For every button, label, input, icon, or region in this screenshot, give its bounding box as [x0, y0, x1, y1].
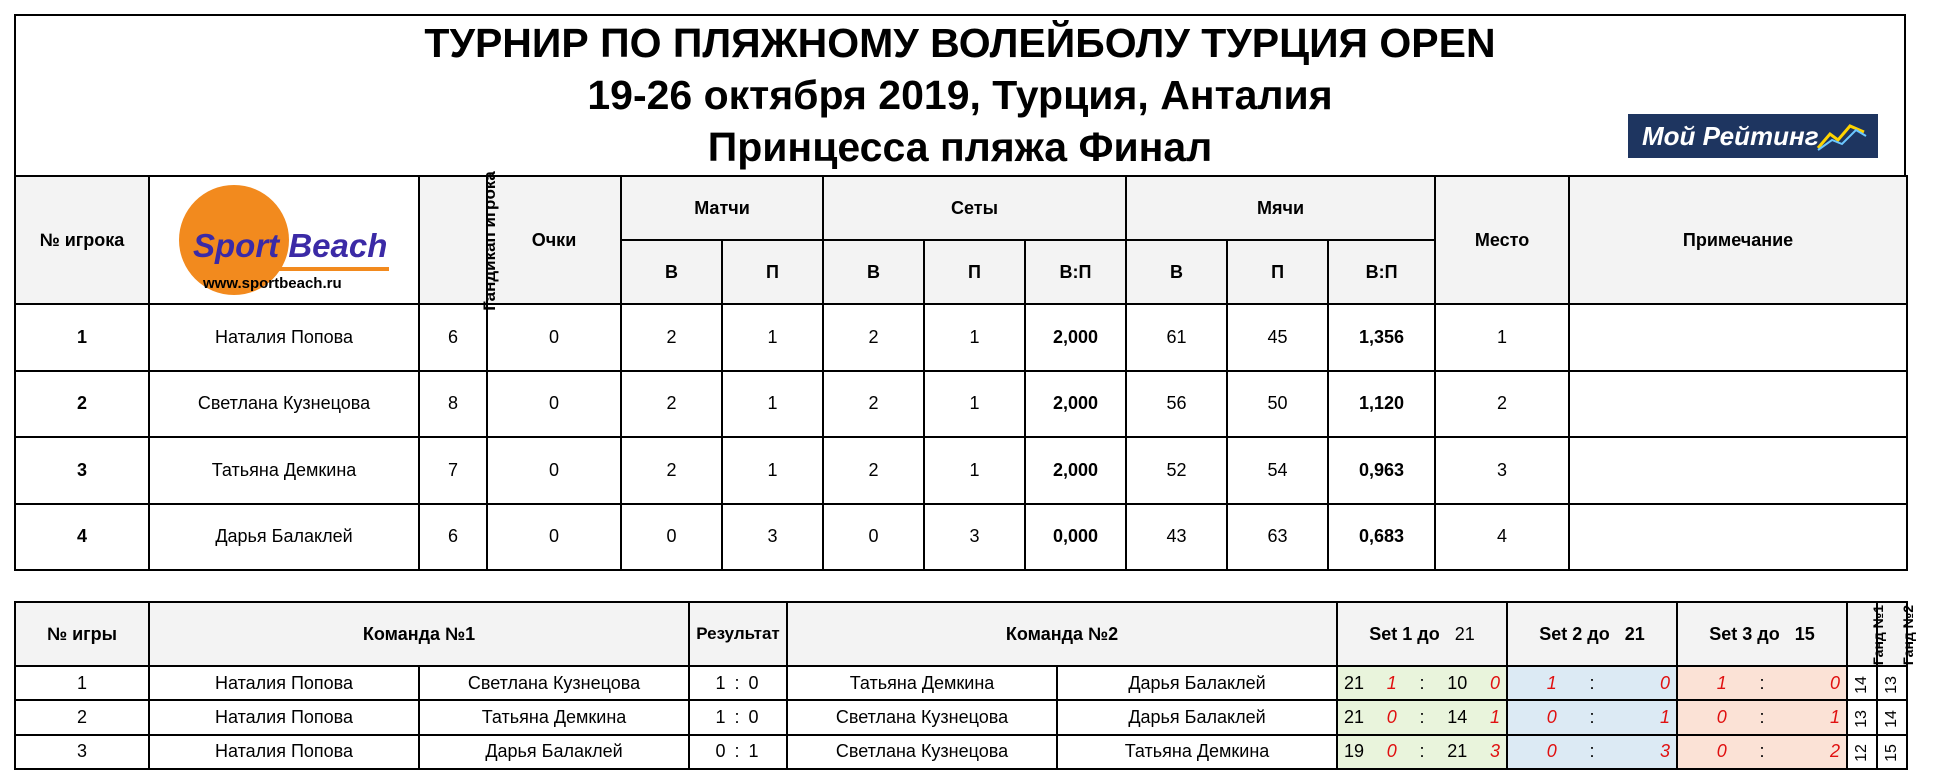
set1-team2-handicap: 3 — [1489, 741, 1500, 762]
hand1-label: Ганд №1 — [1870, 604, 1887, 665]
player-place: 2 — [1435, 371, 1569, 438]
player-no: 2 — [15, 371, 149, 438]
points-header: Очки — [487, 176, 621, 304]
standings-row — [15, 371, 1907, 438]
set3-team1-handicap: 0 — [1716, 741, 1727, 762]
team1-header: Команда №1 — [149, 602, 689, 666]
team1-player-a: Наталия Попова — [149, 735, 419, 769]
game-no: 3 — [15, 735, 149, 769]
team2-handicap — [1877, 735, 1907, 769]
balls-won: 61 — [1126, 304, 1227, 371]
sets-lost-header: П — [924, 240, 1025, 304]
tournament-header — [14, 14, 1906, 175]
matches-lost: 1 — [722, 371, 823, 438]
player-handicap: 7 — [419, 437, 487, 504]
balls-won-header: В — [1126, 240, 1227, 304]
rating-logo — [1628, 114, 1878, 158]
team1-player-a: Наталия Попова — [149, 700, 419, 734]
set1-team1-score: 19 — [1344, 741, 1365, 762]
match-result: 1 : 0 — [689, 666, 787, 700]
set1-score: 21 1 : 10 0 — [1337, 666, 1507, 700]
result-team1: 0 — [715, 741, 728, 762]
tournament-stage: Принцесса пляжа Финал — [707, 124, 1213, 170]
result-team1: 1 — [715, 672, 728, 693]
sets-ratio: 0,000 — [1025, 504, 1126, 571]
balls-ratio-header: В:П — [1328, 240, 1435, 304]
balls-lost: 45 — [1227, 304, 1328, 371]
set3-team1-handicap: 0 — [1716, 706, 1727, 727]
standings-table — [14, 170, 1908, 571]
set1-team2-handicap: 1 — [1489, 706, 1500, 727]
matches-lost-header: П — [722, 240, 823, 304]
player-name: Светлана Кузнецова — [149, 371, 419, 438]
team1-handicap — [1847, 735, 1877, 769]
team1-handicap — [1847, 666, 1877, 700]
match-result: 0 : 1 — [689, 735, 787, 769]
player-place: 3 — [1435, 437, 1569, 504]
match-row — [15, 735, 1907, 769]
game-no-header: № игры — [15, 602, 149, 666]
matches-lost: 3 — [722, 504, 823, 571]
sets-won: 2 — [823, 371, 924, 438]
sets-lost: 1 — [924, 371, 1025, 438]
set2-team1-handicap: 0 — [1546, 706, 1557, 727]
player-points: 0 — [487, 437, 621, 504]
team2-header: Команда №2 — [787, 602, 1337, 666]
tournament-title: ТУРНИР ПО ПЛЯЖНОМУ ВОЛЕЙБОЛУ ТУРЦИЯ OPEN — [424, 20, 1496, 66]
set3-score: 1 : 0 — [1677, 666, 1847, 700]
handicap-header — [419, 170, 499, 311]
set1-label: Set 1 до — [1369, 623, 1440, 644]
sets-ratio: 2,000 — [1025, 371, 1126, 438]
standings-row — [15, 504, 1907, 571]
matches-won: 2 — [621, 437, 722, 504]
team1-player-b: Татьяна Демкина — [419, 700, 689, 734]
set2-score: 0 : 3 — [1507, 735, 1677, 769]
sets-won-header: В — [823, 240, 924, 304]
team2-player-b: Дарья Балаклей — [1057, 700, 1337, 734]
team2-handicap-value: 14 — [1882, 710, 1900, 728]
player-handicap: 6 — [419, 304, 487, 371]
balls-ratio: 1,120 — [1328, 371, 1435, 438]
set1-target: 21 — [1454, 623, 1475, 644]
balls-ratio: 0,963 — [1328, 437, 1435, 504]
set3-target: 15 — [1794, 623, 1815, 644]
sportbeach-logo — [171, 181, 397, 299]
matches-won: 2 — [621, 371, 722, 438]
balls-lost-header: П — [1227, 240, 1328, 304]
match-row — [15, 666, 1907, 700]
team2-handicap — [1877, 700, 1907, 734]
player-no: 3 — [15, 437, 149, 504]
balls-won: 52 — [1126, 437, 1227, 504]
tournament-dates: 19-26 октября 2019, Турция, Анталия — [587, 72, 1333, 118]
player-place: 1 — [1435, 304, 1569, 371]
hand1-header — [1847, 602, 1887, 666]
trend-chart-icon — [1816, 120, 1868, 152]
set1-team2-score: 14 — [1447, 706, 1468, 727]
team2-player-a: Светлана Кузнецова — [787, 700, 1057, 734]
player-name: Татьяна Демкина — [149, 437, 419, 504]
matches-header: Матчи — [621, 176, 823, 240]
set2-team1-handicap: 0 — [1546, 741, 1557, 762]
player-handicap: 8 — [419, 371, 487, 438]
team1-player-b: Дарья Балаклей — [419, 735, 689, 769]
logo-brand: Sport Beach — [193, 227, 388, 264]
set1-team1-score: 21 — [1344, 672, 1365, 693]
game-no: 2 — [15, 700, 149, 734]
team2-handicap-value: 13 — [1882, 675, 1900, 694]
sets-won: 0 — [823, 504, 924, 571]
set3-score: 0 : 2 — [1677, 735, 1847, 769]
result-team2: 0 — [748, 672, 761, 693]
result-team1: 1 — [715, 706, 728, 727]
team1-player-b: Светлана Кузнецова — [419, 666, 689, 700]
matches-won-header: В — [621, 240, 722, 304]
set1-score: 21 0 : 14 1 — [1337, 700, 1507, 734]
team2-player-b: Татьяна Демкина — [1057, 735, 1337, 769]
result-header: Результат — [689, 602, 787, 666]
set3-team1-handicap: 1 — [1716, 672, 1727, 693]
sets-lost: 3 — [924, 504, 1025, 571]
player-points: 0 — [487, 371, 621, 438]
set1-team2-score: 10 — [1447, 672, 1468, 693]
balls-won: 43 — [1126, 504, 1227, 571]
game-no: 1 — [15, 666, 149, 700]
set1-header — [1337, 602, 1507, 666]
set2-target: 21 — [1624, 623, 1645, 644]
team2-player-b: Дарья Балаклей — [1057, 666, 1337, 700]
set2-team2-handicap: 3 — [1659, 741, 1670, 762]
player-handicap: 6 — [419, 504, 487, 571]
set1-team1-handicap: 1 — [1386, 672, 1397, 693]
set1-team1-handicap: 0 — [1386, 741, 1397, 762]
balls-won: 56 — [1126, 371, 1227, 438]
set1-team2-handicap: 0 — [1489, 672, 1500, 693]
note-header: Примечание — [1569, 176, 1907, 304]
set1-team2-score: 21 — [1447, 741, 1468, 762]
set2-label: Set 2 до — [1539, 623, 1610, 644]
sets-lost: 1 — [924, 437, 1025, 504]
team2-handicap — [1877, 666, 1907, 700]
matches-lost: 1 — [722, 304, 823, 371]
set3-label: Set 3 до — [1709, 623, 1780, 644]
balls-lost: 50 — [1227, 371, 1328, 438]
matches-lost: 1 — [722, 437, 823, 504]
sets-won: 2 — [823, 437, 924, 504]
set1-team1-score: 21 — [1344, 706, 1365, 727]
player-note — [1569, 437, 1907, 504]
set2-team1-handicap: 1 — [1546, 672, 1557, 693]
team2-handicap-value: 15 — [1882, 744, 1900, 763]
matches-won: 0 — [621, 504, 722, 571]
standings-row — [15, 304, 1907, 371]
balls-lost: 54 — [1227, 437, 1328, 504]
set3-header — [1677, 602, 1847, 666]
set3-team2-handicap: 2 — [1829, 741, 1840, 762]
matches-won: 2 — [621, 304, 722, 371]
hand2-label: Ганд №2 — [1900, 604, 1917, 665]
player-place: 4 — [1435, 504, 1569, 571]
set2-score: 0 : 1 — [1507, 700, 1677, 734]
team2-player-a: Татьяна Демкина — [787, 666, 1057, 700]
player-note — [1569, 371, 1907, 438]
sportbeach-logo-cell — [149, 176, 419, 304]
result-team2: 0 — [748, 706, 761, 727]
logo-url: www.sportbeach.ru — [203, 275, 342, 292]
handicap-header-label: Гандикап игрока — [479, 170, 499, 311]
set2-score: 1 : 0 — [1507, 666, 1677, 700]
team1-handicap — [1847, 700, 1877, 734]
sets-ratio: 2,000 — [1025, 437, 1126, 504]
player-note — [1569, 304, 1907, 371]
set2-team2-handicap: 1 — [1659, 706, 1670, 727]
set3-team2-handicap: 0 — [1829, 672, 1840, 693]
team1-handicap-value: 13 — [1852, 710, 1870, 728]
sets-header: Сеты — [823, 176, 1126, 240]
player-points: 0 — [487, 504, 621, 571]
set2-header — [1507, 602, 1677, 666]
set1-team1-handicap: 0 — [1386, 706, 1397, 727]
team1-handicap-value: 12 — [1852, 744, 1870, 763]
player-points: 0 — [487, 304, 621, 371]
standings-row — [15, 437, 1907, 504]
player-note — [1569, 504, 1907, 571]
player-no: 1 — [15, 304, 149, 371]
team1-handicap-value: 14 — [1852, 675, 1870, 694]
player-name: Дарья Балаклей — [149, 504, 419, 571]
sets-ratio-header: В:П — [1025, 240, 1126, 304]
match-row — [15, 700, 1907, 734]
balls-ratio: 1,356 — [1328, 304, 1435, 371]
balls-header: Мячи — [1126, 176, 1435, 240]
set2-team2-handicap: 0 — [1659, 672, 1670, 693]
sets-ratio: 2,000 — [1025, 304, 1126, 371]
balls-ratio: 0,683 — [1328, 504, 1435, 571]
result-team2: 1 — [748, 741, 761, 762]
place-header: Место — [1435, 176, 1569, 304]
set1-score: 19 0 : 21 3 — [1337, 735, 1507, 769]
team1-player-a: Наталия Попова — [149, 666, 419, 700]
sets-won: 2 — [823, 304, 924, 371]
set3-team2-handicap: 1 — [1829, 706, 1840, 727]
set3-score: 0 : 1 — [1677, 700, 1847, 734]
balls-lost: 63 — [1227, 504, 1328, 571]
player-no: 4 — [15, 504, 149, 571]
player-name: Наталия Попова — [149, 304, 419, 371]
team2-player-a: Светлана Кузнецова — [787, 735, 1057, 769]
match-result: 1 : 0 — [689, 700, 787, 734]
sets-lost: 1 — [924, 304, 1025, 371]
player-no-header: № игрока — [15, 176, 149, 304]
rating-logo-text: Мой Рейтинг — [1642, 121, 1819, 151]
matches-table — [14, 601, 1917, 770]
